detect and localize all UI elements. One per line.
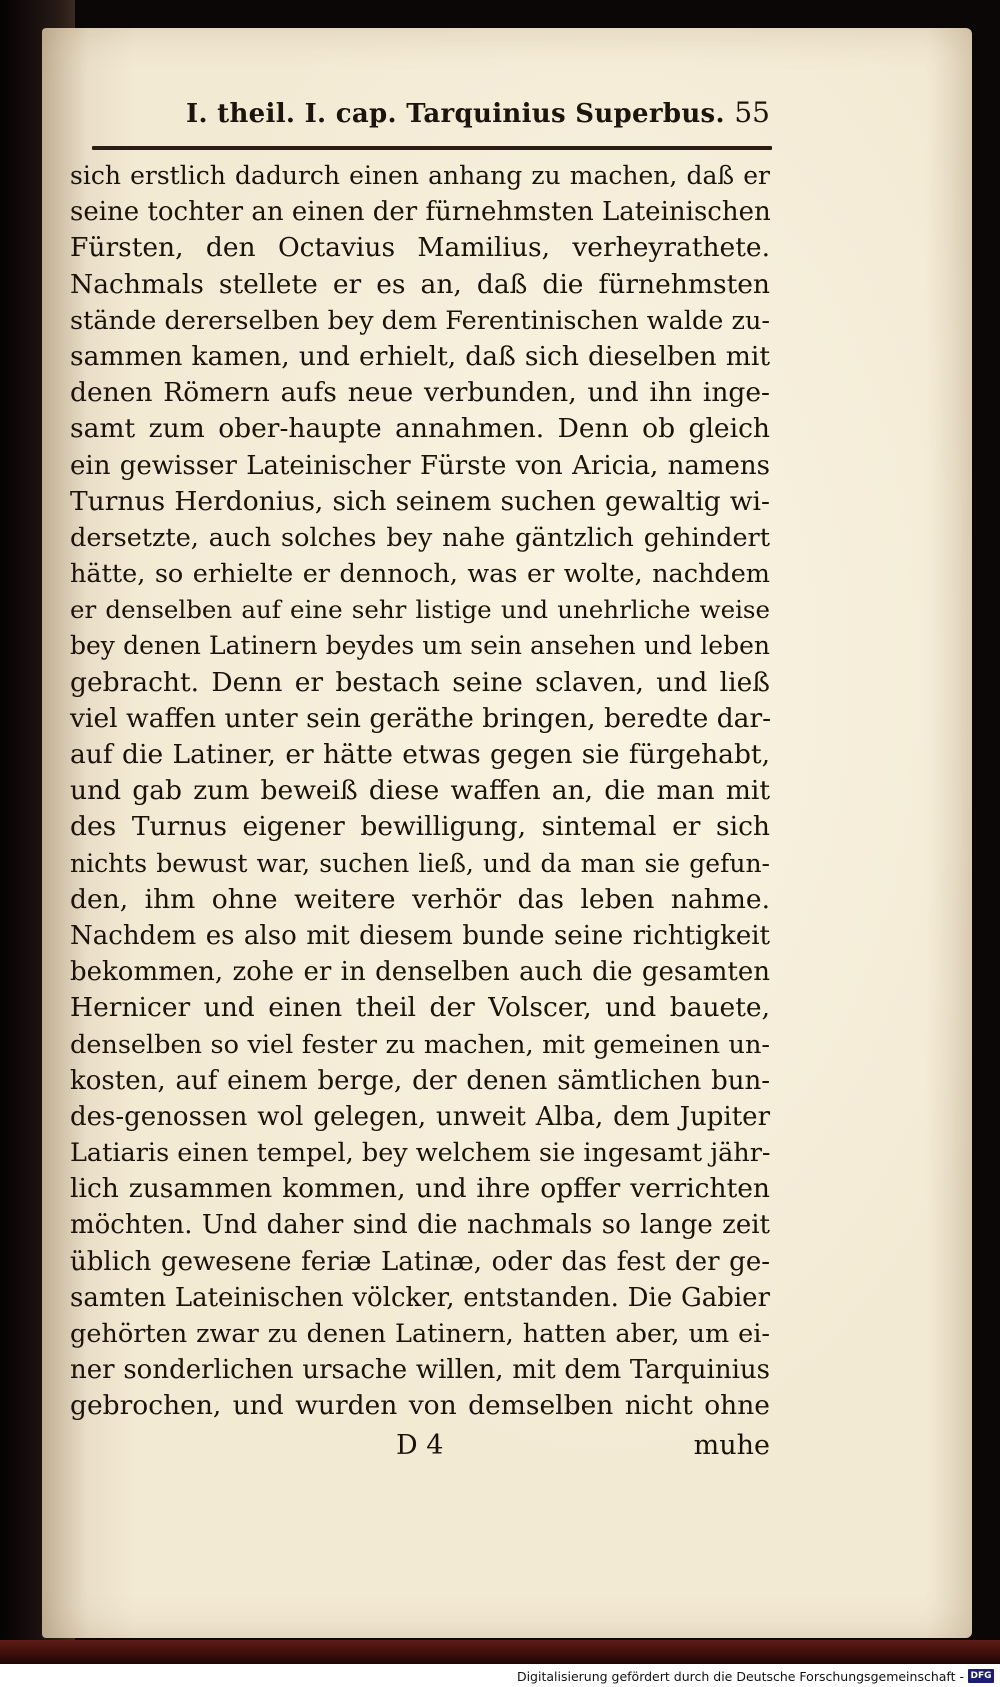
book-bottom-edge bbox=[0, 1640, 1000, 1664]
running-head: I. theil. I. cap. Tarquinius Superbus. bbox=[186, 99, 725, 129]
text-line: samten Lateinischen völcker, entstanden. Die Gabier bbox=[70, 1282, 770, 1313]
text-line: kosten, auf einem berge, der denen sämtlichen bun- bbox=[70, 1065, 770, 1096]
text-line: gebracht. Denn er bestach seine sclaven, und ließ bbox=[70, 666, 770, 698]
text-line: gehörten zwar zu denen Latinern, hatten aber, um ei- bbox=[70, 1319, 770, 1349]
signature-mark: D 4 bbox=[396, 1430, 444, 1461]
text-line: ein gewisser Lateinischer Fürste von Aricia, namens bbox=[70, 450, 770, 481]
text-line: üblich gewesene feriæ Latinæ, oder das fest der ge- bbox=[70, 1246, 770, 1277]
text-line: und gab zum beweiß diese waffen an, die man mit bbox=[70, 775, 770, 807]
text-line: dersetzte, auch solches bey nahe gäntzlich gehindert bbox=[70, 522, 770, 553]
text-line: des Turnus eigener bewilligung, sintemal er sich bbox=[70, 811, 770, 843]
catchword: muhe bbox=[693, 1430, 770, 1461]
text-line: sich erstlich dadurch einen anhang zu machen, daß er bbox=[70, 161, 770, 190]
text-line: den, ihm ohne weitere verhör das leben nahme. bbox=[70, 883, 770, 915]
text-line: er denselben auf eine sehr listige und unehrliche weise bbox=[70, 595, 770, 625]
text-line: bey denen Latinern beydes um sein ansehen und leben bbox=[70, 631, 770, 661]
text-line: des-genossen wol gelegen, unweit Alba, dem Jupiter bbox=[70, 1101, 770, 1132]
body-text bbox=[70, 158, 770, 1425]
text-line: Fürsten, den Octavius Mamilius, verheyrathete. bbox=[70, 232, 770, 264]
text-line: sammen kamen, und erhielt, daß sich dieselben mit bbox=[70, 340, 770, 372]
text-line: möchten. Und daher sind die nachmals so lange zeit bbox=[70, 1210, 770, 1241]
text-line: viel waffen unter sein geräthe bringen, beredte dar- bbox=[70, 702, 772, 734]
text-line: Hernicer und einen theil der Volscer, und bauete, bbox=[70, 992, 770, 1024]
text-line: samt zum ober-haupte annahmen. Denn ob gleich bbox=[70, 413, 770, 445]
text-line: Turnus Herdonius, sich seinem suchen gewaltig wi- bbox=[70, 485, 770, 517]
page-number: 55 bbox=[734, 96, 770, 129]
text-line: seine tochter an einen der fürnehmsten Lateinischen bbox=[70, 197, 771, 228]
text-line: lich zusammen kommen, und ihre opffer verrichten bbox=[70, 1173, 770, 1205]
text-line: bekommen, zohe er in denselben auch die gesamten bbox=[70, 957, 770, 988]
text-line: hätte, so erhielte er dennoch, was er wolte, nachdem bbox=[70, 559, 770, 590]
page-header bbox=[186, 96, 770, 142]
text-line: denselben so viel fester zu machen, mit gemeinen un- bbox=[70, 1029, 770, 1060]
header-rule bbox=[92, 146, 772, 150]
text-line: Nachdem es also mit diesem bunde seine richtigkeit bbox=[70, 920, 770, 951]
text-line: denen Römern aufs neue verbunden, und ihn inge- bbox=[70, 377, 770, 409]
text-line: Latiaris einen tempel, bey welchem sie ingesamt jähr- bbox=[70, 1138, 771, 1169]
text-line: nichts bewust war, suchen ließ, und da man sie gefun- bbox=[70, 848, 770, 878]
dfg-logo-icon: DFG bbox=[968, 1669, 994, 1683]
credit-text: Digitalisierung gefördert durch die Deutsche Forschungsgemeinschaft - bbox=[516, 1668, 964, 1684]
digitization-credit bbox=[517, 1667, 994, 1685]
text-line: auf die Latiner, er hätte etwas gegen sie fürgehabt, bbox=[70, 739, 770, 770]
text-line: gebrochen, und wurden von demselben nicht ohne bbox=[70, 1390, 770, 1422]
text-line: Nachmals stellete er es an, daß die fürnehmsten bbox=[70, 268, 770, 300]
page-footer bbox=[70, 1430, 770, 1470]
text-line: stände dererselben bey dem Ferentinischen walde zu- bbox=[70, 305, 770, 336]
text-line: ner sonderlichen ursache willen, mit dem Tarquinius bbox=[70, 1355, 770, 1386]
